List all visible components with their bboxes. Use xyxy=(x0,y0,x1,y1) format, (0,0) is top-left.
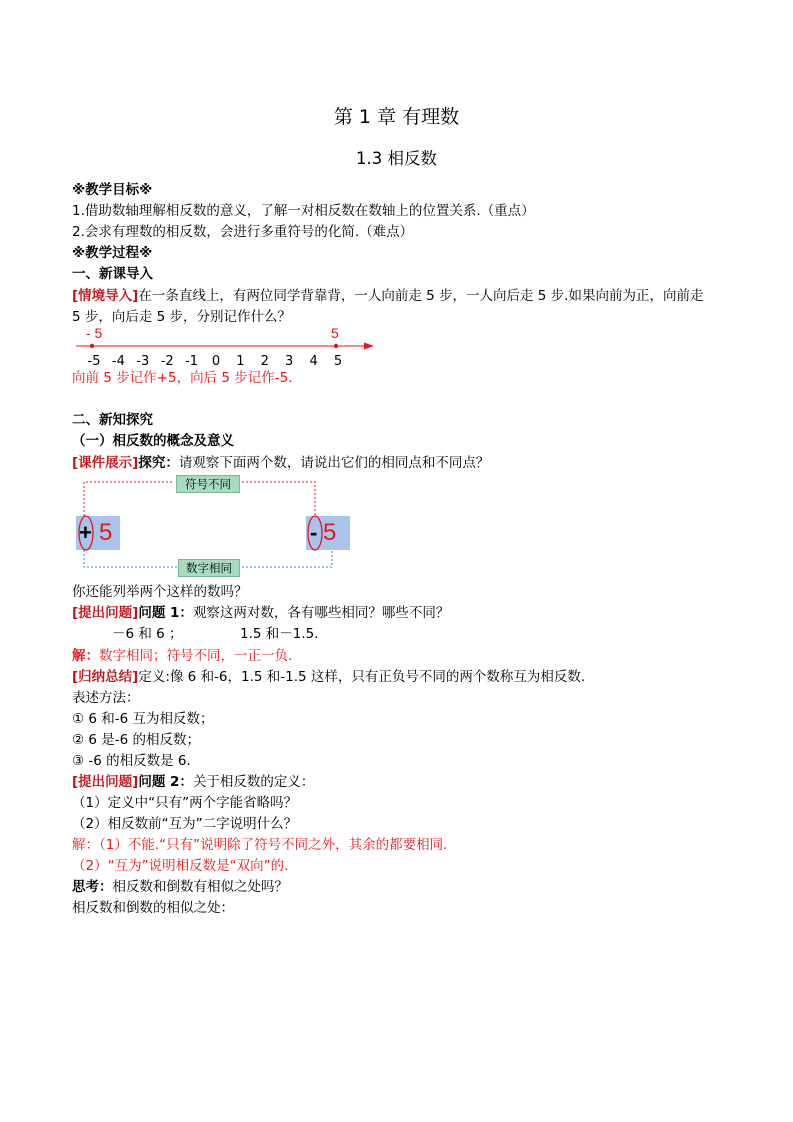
part2-heading: 二、新知探究 xyxy=(72,412,153,428)
scenario-answer: 向前 5 步记作+5，向后 5 步记作-5. xyxy=(72,370,293,386)
answer1 xyxy=(72,646,292,667)
label-sign-different: 符号不同 xyxy=(176,475,240,493)
scenario-paragraph-line1 xyxy=(72,286,703,307)
label-digit-same: 数字相同 xyxy=(178,559,240,577)
marked-left-label: - 5 xyxy=(86,325,103,341)
question2-item-1: （1）定义中“只有”两个字能省略吗？ xyxy=(72,795,298,811)
answer2-line2: （2）“互为”说明相反数是“双向”的. xyxy=(72,858,289,874)
tick-label: 4 xyxy=(309,354,318,369)
answer2-line1: 解：（1）不能.“只有”说明除了符号不同之外，其余的都要相同. xyxy=(72,837,448,853)
tick-label: 3 xyxy=(285,354,294,369)
number-line-arrow xyxy=(364,343,374,350)
think-text: 相反数和倒数有相似之处吗？ xyxy=(112,879,288,895)
tick-label: -5 xyxy=(87,354,101,369)
goals-heading: ※教学目标※ xyxy=(72,182,153,198)
question1-paragraph xyxy=(72,603,449,624)
scenario-tag: [情境导入] xyxy=(72,288,139,304)
answer1-label: 解： xyxy=(72,648,99,664)
show-text: 请观察下面两个数，请说出它们的相同点和不同点？ xyxy=(178,455,490,471)
tick-label: 0 xyxy=(211,354,221,369)
express-item-1: ① 6 和-6 互为相反数； xyxy=(72,711,214,727)
summary-tag: [归纳总结] xyxy=(72,669,139,685)
chapter-title: 第 1 章 有理数 xyxy=(333,106,460,128)
tick-label: -2 xyxy=(160,354,174,369)
tick-label: -4 xyxy=(111,354,125,369)
goal-item-2: 2.会求有理数的相反数，会进行多重符号的化简.（难点） xyxy=(72,224,414,240)
question1-label: 问题 1： xyxy=(138,605,193,621)
minus-sign: - xyxy=(310,520,318,545)
scenario-text-1: 在一条直线上，有两位同学背靠背，一人向前走 5 步，一人向后走 5 步.如果向前为正，向前走 xyxy=(138,288,704,304)
minus-sign-circle xyxy=(305,514,327,554)
show-tag: [课件展示] xyxy=(72,455,139,471)
tick-label: 1 xyxy=(236,354,245,369)
point-plus-5 xyxy=(334,344,338,348)
process-heading: ※教学过程※ xyxy=(72,245,153,261)
question1-text: 观察这两对数，各有哪些相同？哪些不同？ xyxy=(192,605,450,621)
answer1-text: 数字相同；符号不同，一正一负. xyxy=(99,648,293,664)
question2-paragraph xyxy=(72,772,314,793)
number-pair-1: －6 和 6 ； xyxy=(112,626,183,642)
tick-label: -3 xyxy=(136,354,150,369)
similarity-line: 相反数和倒数的相似之处： xyxy=(72,900,234,916)
marked-right-label: 5 xyxy=(331,325,339,341)
tick-label: 5 xyxy=(333,354,343,369)
tick-labels xyxy=(88,354,343,369)
number-pair-2: 1.5 和－1.5. xyxy=(240,626,319,642)
question2-item-2: （2）相反数前“互为”二字说明什么？ xyxy=(72,816,298,832)
question2-text: 关于相反数的定义： xyxy=(192,774,315,790)
positive-five-digit: 5 xyxy=(99,519,113,546)
more-examples-question: 你还能列举两个这样的数吗？ xyxy=(72,584,248,600)
tick-label: 2 xyxy=(260,354,269,369)
point-minus-5 xyxy=(90,344,94,348)
negative-five-digit: 5 xyxy=(323,519,337,546)
question2-tag: [提出问题] xyxy=(72,774,139,790)
summary-paragraph xyxy=(72,667,585,688)
express-item-3: ③ -6 的相反数是 6. xyxy=(72,753,191,769)
sub1-heading: （一）相反数的概念及意义 xyxy=(72,433,234,449)
summary-text: 定义:像 6 和-6，1.5 和-1.5 这样，只有正负号不同的两个数称互为相反数. xyxy=(138,669,586,685)
scenario-text-2: 5 步，向后走 5 步，分别记作什么？ xyxy=(72,309,292,325)
number-line xyxy=(70,322,380,370)
plus-sign: + xyxy=(79,520,92,545)
think-label: 思考： xyxy=(72,879,113,895)
express-item-2: ② 6 是-6 的相反数； xyxy=(72,732,201,748)
question1-tag: [提出问题] xyxy=(72,605,139,621)
part1-heading: 一、新课导入 xyxy=(72,266,153,282)
goal-item-1: 1.借助数轴理解相反数的意义，了解一对相反数在数轴上的位置关系.（重点） xyxy=(72,203,535,219)
tick-label: -1 xyxy=(185,354,199,369)
plus-sign-circle xyxy=(76,514,98,554)
section-title: 1.3 相反数 xyxy=(356,149,437,168)
question2-label: 问题 2： xyxy=(138,774,193,790)
express-heading: 表述方法： xyxy=(72,690,140,706)
show-label: 探究： xyxy=(138,455,179,471)
think-paragraph xyxy=(72,877,288,898)
